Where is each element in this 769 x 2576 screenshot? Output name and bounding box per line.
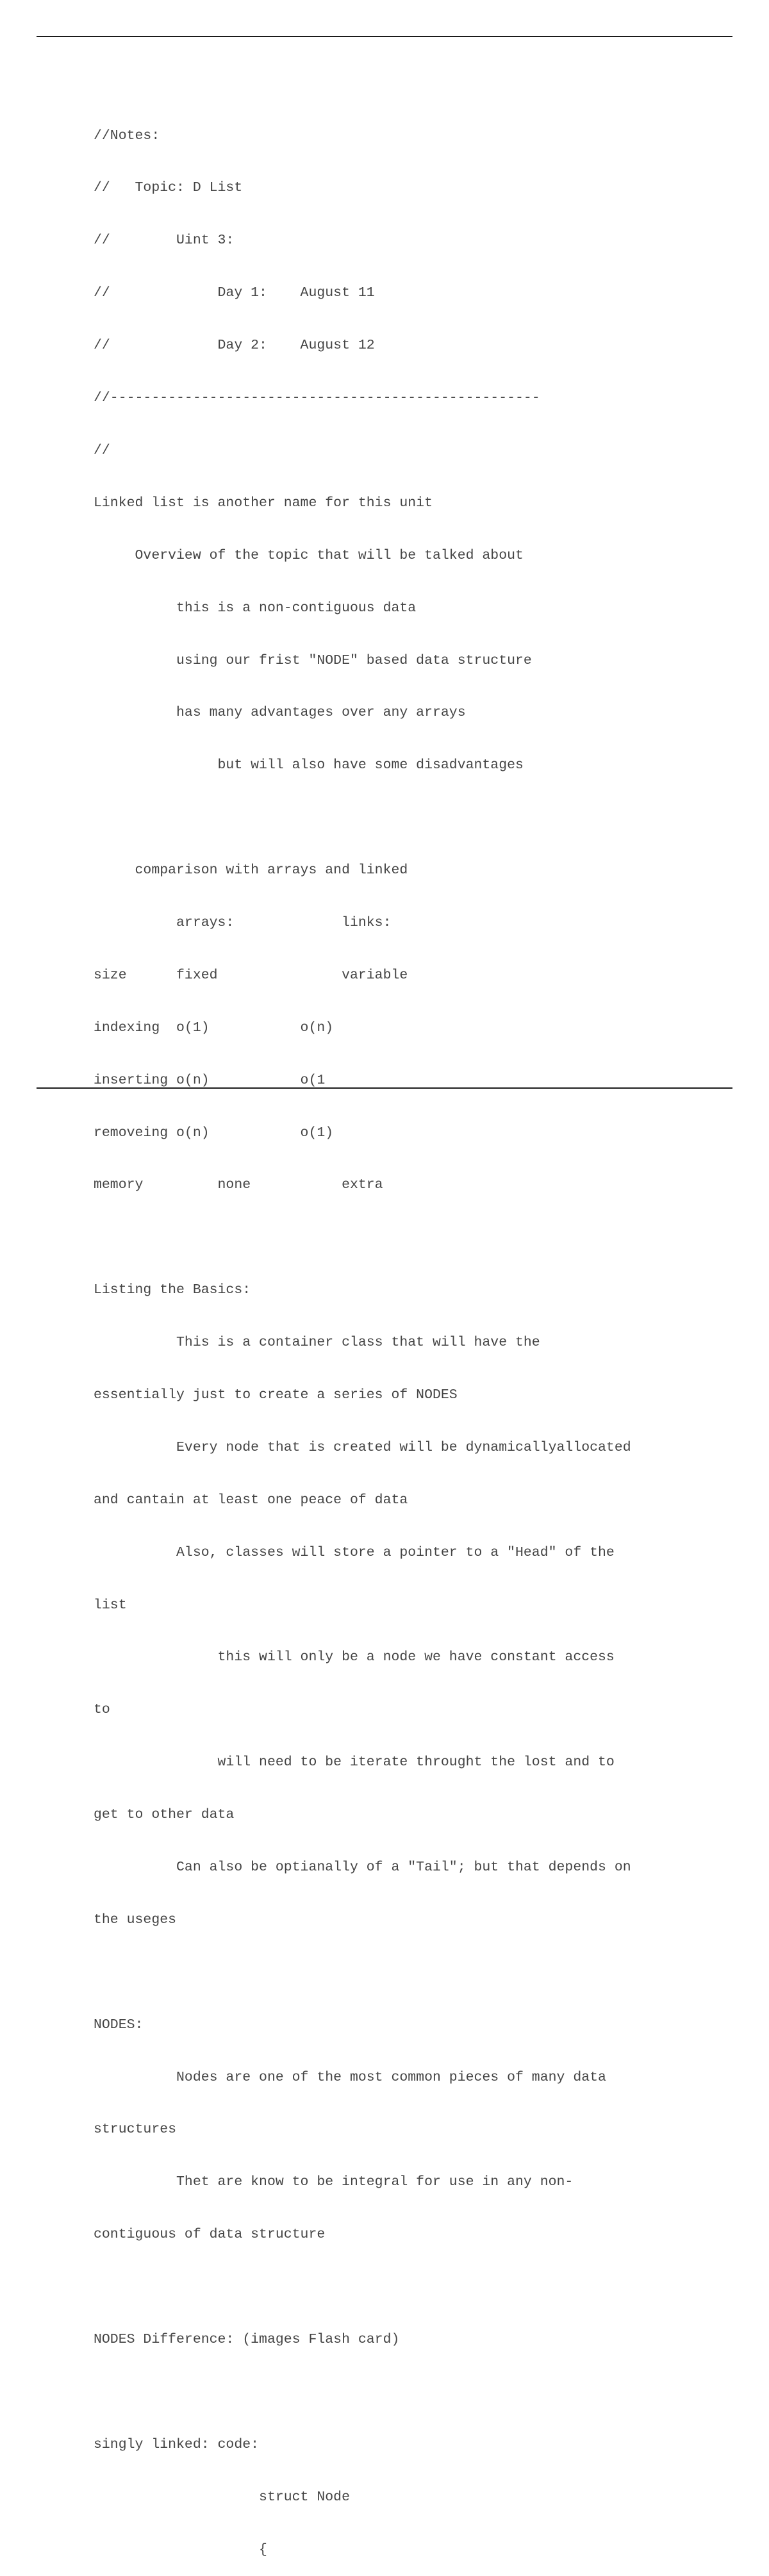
- blank-line: [94, 809, 631, 827]
- blank-line: [94, 1964, 631, 1981]
- day-1-line: // Day 1: August 11: [94, 285, 375, 301]
- text-line: and cantain at least one peace of data: [94, 1492, 408, 1508]
- text-line: using our frist "NODE" based data structure: [94, 652, 532, 668]
- text-line: This is a container class that will have the: [94, 1335, 540, 1351]
- comparison-row-removeing: removeing o(n) o(1): [94, 1125, 334, 1141]
- text-line: but will also have some disadvantages: [94, 757, 524, 773]
- nodes-heading: NODES:: [94, 2017, 144, 2033]
- text-line: structures: [94, 2122, 177, 2138]
- notes-body: [94, 92, 631, 2576]
- text-line: this will only be a node we have constant access: [94, 1649, 615, 1665]
- singly-linked-heading: singly linked: code:: [94, 2436, 260, 2452]
- code-line: {: [94, 2541, 267, 2557]
- top-rule: [37, 36, 732, 37]
- text-line: Can also be optianally of a "Tail"; but that depends on: [94, 1859, 631, 1875]
- comparison-row-inserting: inserting o(n) o(1: [94, 1072, 326, 1088]
- day-2-line: // Day 2: August 12: [94, 338, 375, 354]
- separator-line: //----------------------------------------------------: [94, 390, 540, 406]
- comparison-row-size: size fixed variable: [94, 967, 408, 983]
- text-line: essentially just to create a series of NODES: [94, 1387, 458, 1403]
- topic-line: // Topic: D List: [94, 180, 243, 196]
- unit-line: // Uint 3:: [94, 233, 235, 249]
- nodes-difference-heading: NODES Difference: (images Flash card): [94, 2332, 400, 2347]
- text-line: has many advantages over any arrays: [94, 705, 466, 721]
- text-line: contiguous of data structure: [94, 2227, 326, 2243]
- text-line: will need to be iterate throught the lost and to: [94, 1754, 615, 1771]
- text-line: the useges: [94, 1911, 177, 1928]
- text-line: Thet are know to be integral for use in any non-: [94, 2174, 574, 2190]
- notes-header-line: //Notes:: [94, 128, 160, 144]
- text-line: to: [94, 1702, 110, 1718]
- blank-line: [94, 2279, 631, 2296]
- comment-line: //: [94, 442, 110, 458]
- code-line: struct Node: [94, 2489, 350, 2505]
- comparison-heading: comparison with arrays and linked: [94, 863, 408, 879]
- text-line: this is a non-contiguous data: [94, 600, 417, 616]
- text-line: Linked list is another name for this unit: [94, 495, 433, 511]
- text-line: Overview of the topic that will be talked about: [94, 547, 524, 563]
- blank-line: [94, 1229, 631, 1246]
- text-line: get to other data: [94, 1807, 235, 1823]
- text-line: list: [94, 1597, 127, 1613]
- text-line: Every node that is created will be dynamicallyallocated: [94, 1439, 631, 1455]
- text-line: Nodes are one of the most common pieces of many data: [94, 2069, 606, 2085]
- basics-heading: Listing the Basics:: [94, 1282, 251, 1298]
- text-line: Also, classes will store a pointer to a "Head" of the: [94, 1544, 615, 1560]
- blank-line: [94, 2384, 631, 2401]
- bottom-rule: [37, 1087, 732, 1089]
- comparison-row-memory: memory none extra: [94, 1177, 383, 1193]
- comparison-table-header: arrays: links:: [94, 914, 392, 930]
- comparison-row-indexing: indexing o(1) o(n): [94, 1020, 334, 1036]
